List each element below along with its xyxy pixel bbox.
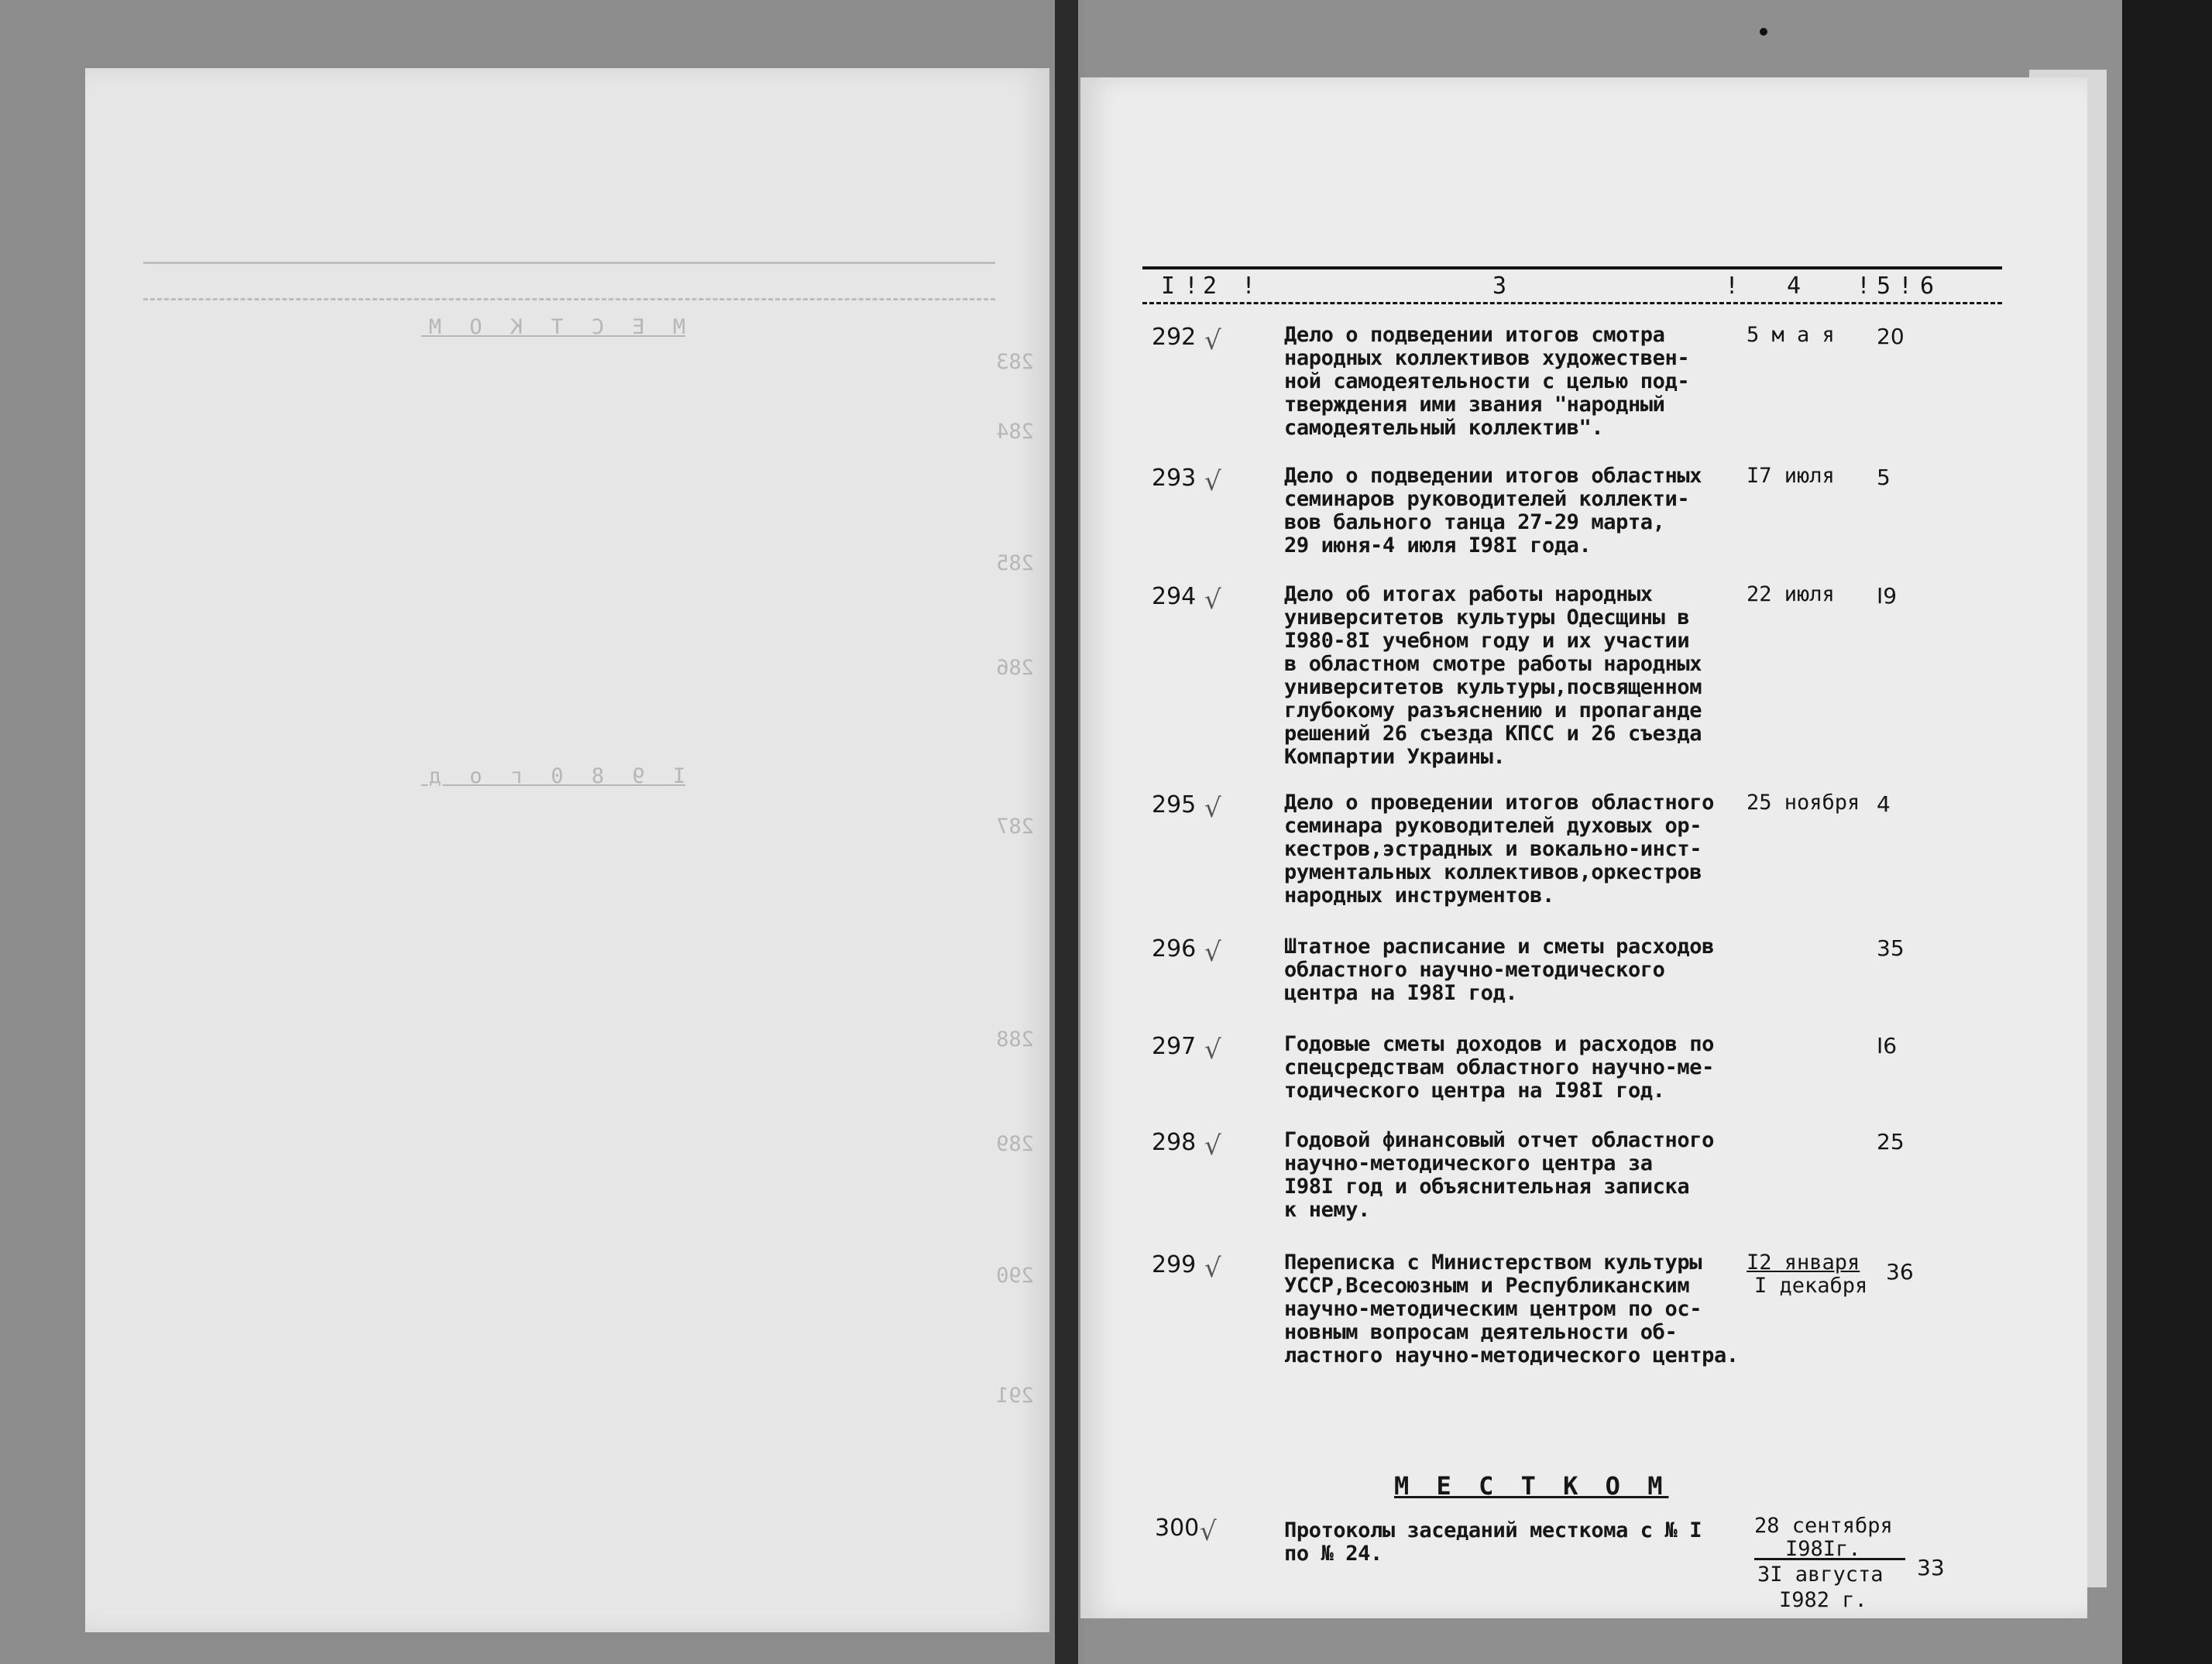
bleed-section-title: М Е С Т К О М bbox=[421, 315, 685, 339]
check-mark-icon: √ bbox=[1204, 1034, 1221, 1065]
item-count: 20 bbox=[1877, 324, 1905, 349]
item-number: 295 bbox=[1152, 791, 1197, 818]
check-mark-icon: √ bbox=[1204, 1130, 1221, 1161]
item-title: Штатное расписание и сметы расходов областного научно-методического центра на I98I год. bbox=[1284, 935, 1714, 1005]
item-date: 22 июля bbox=[1747, 582, 1835, 606]
background-edge bbox=[2122, 0, 2212, 1664]
item-date-end: 3I августа bbox=[1757, 1563, 1884, 1587]
item-number: 292 bbox=[1152, 324, 1197, 351]
header-col-2: 2 bbox=[1203, 273, 1218, 300]
item-number: 294 bbox=[1152, 583, 1197, 610]
header-col-1: I bbox=[1161, 273, 1176, 300]
item-count: 35 bbox=[1877, 935, 1905, 961]
item-count: I9 bbox=[1877, 583, 1898, 609]
header-col-4: 4 bbox=[1787, 273, 1802, 300]
header-col-5: 5 bbox=[1877, 273, 1891, 300]
item-title: Годовые сметы доходов и расходов по спецсредствам областного научно-ме- тодического центра на I98I год. bbox=[1284, 1032, 1714, 1103]
item-title: Протоколы заседаний месткома с № I по № 24. bbox=[1284, 1518, 1702, 1566]
item-number: 296 bbox=[1152, 935, 1197, 962]
bleed-header-rule bbox=[143, 262, 995, 300]
item-count: 5 bbox=[1877, 465, 1891, 490]
ink-dot bbox=[1760, 28, 1767, 36]
bleed-number: 291 bbox=[996, 1384, 1034, 1408]
bleed-number: 287 bbox=[996, 815, 1034, 839]
bleed-number: 284 bbox=[996, 420, 1034, 444]
item-number: 293 bbox=[1152, 465, 1197, 492]
date-divider-rule bbox=[1754, 1558, 1905, 1560]
book-spine bbox=[1055, 0, 1078, 1664]
bleed-through-text bbox=[85, 68, 1049, 1632]
item-title: Переписка с Министерством культуры УССР,Всесоюзным и Республиканским научно-методическим центром по ос- новным вопросам деятельности об- ластного научно-методического центра. bbox=[1284, 1251, 1739, 1367]
item-date-end-year: I982 г. bbox=[1779, 1588, 1867, 1612]
check-mark-icon: √ bbox=[1204, 937, 1221, 968]
item-count: 25 bbox=[1877, 1129, 1905, 1155]
check-mark-icon: √ bbox=[1204, 1253, 1221, 1284]
header-col-6: 6 bbox=[1920, 273, 1935, 300]
item-title: Годовой финансовый отчет областного научно-методического центра за I98I год и объяснительная записка к нему. bbox=[1284, 1128, 1714, 1222]
check-mark-icon: √ bbox=[1200, 1516, 1217, 1547]
item-count: 36 bbox=[1886, 1259, 1914, 1285]
item-count: I6 bbox=[1877, 1033, 1898, 1058]
item-date: 25 ноября bbox=[1747, 791, 1860, 815]
header-col-3: 3 bbox=[1492, 273, 1507, 300]
bleed-section-title: I 9 8 0 г о д bbox=[421, 764, 685, 788]
item-date: I7 июля bbox=[1747, 464, 1835, 488]
check-mark-icon: √ bbox=[1204, 585, 1221, 616]
bleed-number: 288 bbox=[996, 1028, 1034, 1052]
bleed-number: 286 bbox=[996, 656, 1034, 680]
left-page bbox=[85, 68, 1049, 1632]
right-page bbox=[1080, 77, 2087, 1618]
item-title: Дело о подведении итогов смотра народных коллективов художествен- ной самодеятельности с целью под- тверждения ими звания "народный самодеятельный коллектив". bbox=[1284, 323, 1690, 440]
check-mark-icon: √ bbox=[1204, 793, 1221, 824]
item-date: 5 м а я bbox=[1747, 323, 1835, 347]
header-separator: ! bbox=[1725, 273, 1740, 300]
item-date-range bbox=[1747, 1251, 1867, 1298]
item-date-start-year: I98Iг. bbox=[1785, 1537, 1861, 1561]
header-separator: ! bbox=[1898, 273, 1913, 300]
check-mark-icon: √ bbox=[1204, 325, 1221, 356]
bleed-number: 285 bbox=[996, 551, 1034, 575]
header-separator: ! bbox=[1184, 273, 1199, 300]
item-number: 298 bbox=[1152, 1129, 1197, 1156]
item-count: 33 bbox=[1917, 1555, 1945, 1580]
item-date-start: I2 января bbox=[1747, 1251, 1860, 1275]
bleed-number: 290 bbox=[996, 1264, 1034, 1288]
item-date-start: 28 сентября bbox=[1754, 1514, 1893, 1538]
item-date-range bbox=[1754, 1515, 1893, 1612]
item-title: Дело о подведении итогов областных семинаров руководителей коллекти- вов бального танца 27-29 марта, 29 июня-4 июля I98I года. bbox=[1284, 464, 1702, 558]
item-title: Дело об итогах работы народных университетов культуры Одесщины в I980-8I учебном году и их участии в областном смотре работы народных университетов культуры,посвященном глубокому разъяснению и пропаганде решений 26 съезда КПСС и 26 съезда Компартии Украины. bbox=[1284, 582, 1702, 769]
bleed-number: 289 bbox=[996, 1132, 1034, 1156]
item-number: 300 bbox=[1155, 1515, 1200, 1542]
item-number: 297 bbox=[1152, 1033, 1197, 1060]
item-title: Дело о проведении итогов областного семинара руководителей духовых ор- кестров,эстрадных и вокально-инст- рументальных коллективов,оркестров народных инструментов. bbox=[1284, 791, 1714, 907]
item-number: 299 bbox=[1152, 1251, 1197, 1278]
section-title-mestkom: М Е С Т К О М bbox=[1394, 1471, 1669, 1501]
bleed-number: 283 bbox=[996, 350, 1034, 374]
header-separator: ! bbox=[1856, 273, 1871, 300]
check-mark-icon: √ bbox=[1204, 466, 1221, 497]
header-rule-bottom bbox=[1142, 302, 2002, 304]
item-date-end: I декабря bbox=[1754, 1274, 1868, 1298]
item-count: 4 bbox=[1877, 791, 1891, 817]
header-rule-top bbox=[1142, 266, 2002, 269]
header-separator: ! bbox=[1242, 273, 1256, 300]
